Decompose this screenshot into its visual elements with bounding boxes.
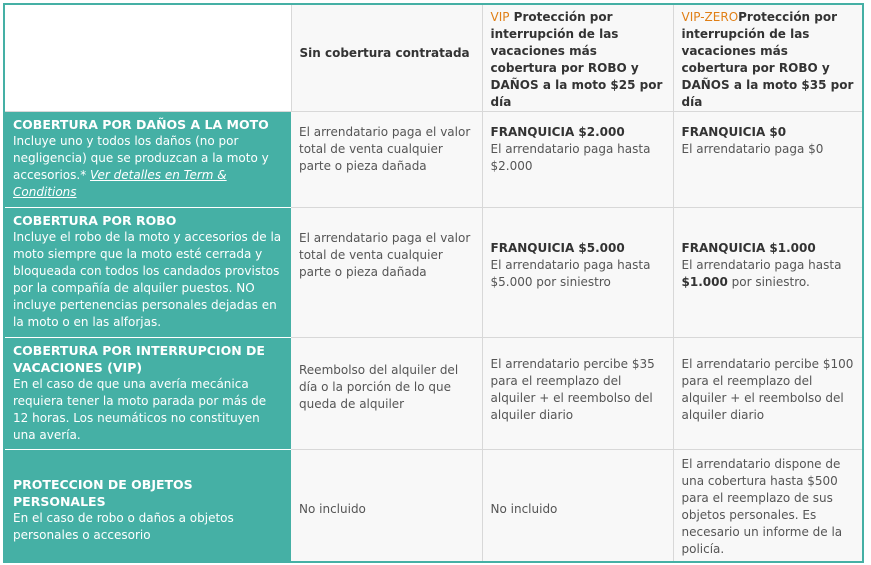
cell-text: El arrendatario paga hasta $5.000 por siniestro	[490, 258, 651, 289]
cell-vip-zero	[673, 208, 862, 338]
franchise-amount: FRANQUICIA $1.000	[681, 241, 816, 255]
row-label-personal	[5, 450, 291, 564]
header-vip-text: Protección por interrupción de las vacaciones más cobertura por ROBO y DAÑOS a la moto $25 por día	[490, 10, 663, 109]
cell-text: por siniestro.	[727, 275, 810, 289]
coverage-comparison-table	[5, 5, 863, 563]
cell-text: No incluido	[299, 502, 366, 516]
cell-no-coverage	[291, 208, 482, 338]
coverage-table-frame	[3, 3, 864, 563]
cell-text: El arrendatario paga hasta	[681, 258, 842, 272]
cell-text: El arrendatario paga $0	[681, 142, 824, 156]
row-title: COBERTURA POR INTERRUPCION DE VACACIONES (VIP)	[13, 343, 265, 375]
vip-badge: VIP	[490, 10, 510, 24]
row-label-vacation	[5, 338, 291, 450]
row-label-damage	[5, 112, 291, 208]
franchise-amount: FRANQUICIA $0	[681, 125, 787, 139]
row-description	[13, 133, 283, 201]
cell-no-coverage	[291, 450, 482, 564]
cell-text: El arrendatario dispone de una cobertura hasta $500 para el reemplazo de sus objetos personales. Es necesario un informe de la policía.	[681, 457, 843, 556]
row-title: PROTECCION DE OBJETOS PERSONALES	[13, 476, 193, 509]
row-title: COBERTURA POR ROBO	[13, 213, 177, 228]
cell-text: Reembolso del alquiler del día o la porción de lo que queda de alquiler	[299, 363, 459, 411]
cell-text: El arrendatario paga el valor total de venta cualquier parte o pieza dañada	[299, 125, 471, 173]
table-row	[5, 208, 862, 338]
cell-no-coverage	[291, 112, 482, 208]
cell-text: El arrendatario paga el valor total de venta cualquier parte o pieza dañada	[299, 231, 471, 279]
table-row	[5, 112, 862, 208]
cell-vip	[482, 208, 673, 338]
row-description: Incluye el robo de la moto y accesorios de la moto siempre que la moto esté cerrada y bloqueada con todos los candados provistos por la compañía de alquiler puestos. NO incluye pertenencias personales dejadas en la moto o en las alforjas.	[13, 230, 282, 329]
cell-text: El arrendatario paga hasta $2.000	[490, 142, 651, 173]
table-header-row	[5, 5, 862, 112]
franchise-amount: FRANQUICIA $2.000	[490, 125, 625, 139]
header-vip-zero-text: Protección por interrupción de las vacaciones más cobertura por ROBO y DAÑOS a la moto $35 por día	[681, 10, 854, 109]
theft-amount: $1.000	[681, 275, 728, 289]
row-description: En el caso de robo o daños a objetos personales o accesorio	[13, 510, 234, 542]
terms-conditions-link[interactable]: Ver detalles en Term & Conditions	[13, 168, 227, 199]
header-vip-zero	[673, 5, 862, 112]
header-blank-cell	[5, 5, 291, 112]
table-row	[5, 338, 862, 450]
cell-text: El arrendatario percibe $100 para el reemplazo del alquiler + el reembolso del alquiler diario	[681, 357, 854, 422]
cell-vip-zero	[673, 112, 862, 208]
cell-text: El arrendatario percibe $35 para el reemplazo del alquiler + el reembolso del alquiler diario	[490, 357, 655, 422]
row-title: COBERTURA POR DAÑOS A LA MOTO	[13, 117, 269, 132]
cell-vip-zero	[673, 450, 862, 564]
cell-vip	[482, 450, 673, 564]
header-vip	[482, 5, 673, 112]
header-no-coverage-label: Sin cobertura contratada	[299, 45, 470, 60]
row-description: En el caso de que una avería mecánica requiera tener la moto parada por más de 12 horas. Los neumáticos no constituyen una avería.	[13, 377, 267, 442]
cell-vip	[482, 338, 673, 450]
franchise-amount: FRANQUICIA $5.000	[490, 241, 625, 255]
row-description-text: Incluye uno y todos los daños (no por negligencia) que se produzcan a la moto y accesorios.*	[13, 134, 269, 182]
cell-text: No incluido	[490, 502, 558, 516]
row-label-theft	[5, 208, 291, 338]
table-row	[5, 450, 862, 564]
vip-zero-badge: VIP-ZERO	[681, 10, 739, 24]
cell-vip	[482, 112, 673, 208]
cell-no-coverage	[291, 338, 482, 450]
header-no-coverage	[291, 5, 482, 112]
cell-vip-zero	[673, 338, 862, 450]
